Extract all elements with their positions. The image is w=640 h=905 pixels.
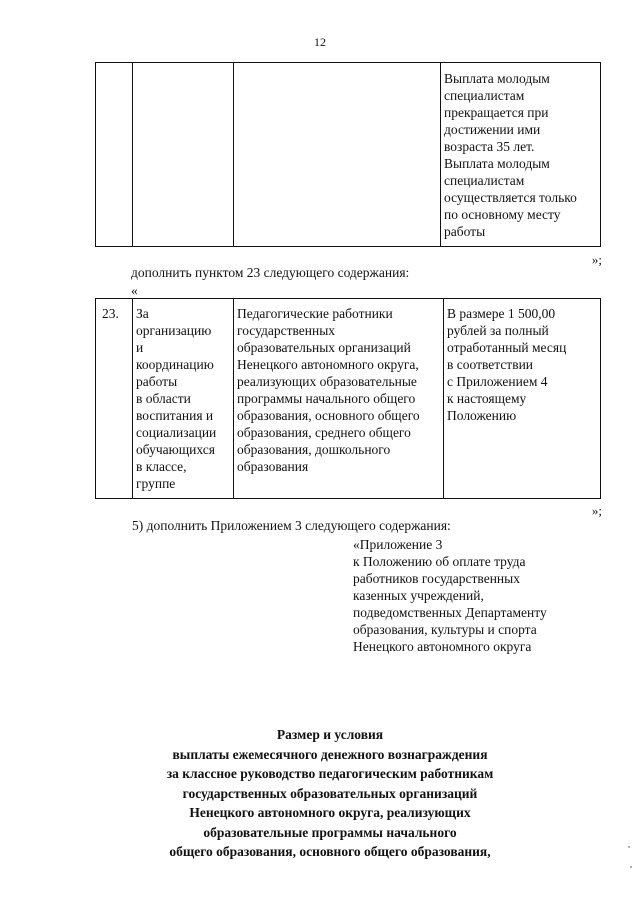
row23-col3 [444,299,601,499]
top-col3-line: осуществляется только [444,190,577,205]
row23-col2 [234,299,444,499]
top-table-col2-cell [234,63,441,247]
top-col3-line: по основному месту [444,207,561,222]
row23-col3-line: В размере 1 500,00 [447,306,556,321]
row23-col2-line: образования, среднего общего [237,425,411,440]
heading-line: за классное руководство педагогическим работникам [166,766,494,781]
row23-col3-line: рублей за полный [447,323,549,338]
top-col3-line: возраста 35 лет. [444,139,535,154]
section-heading [10,725,640,862]
row23-col3-line: к настоящему [447,391,527,406]
row23-col3-line: с Приложением 4 [447,374,548,389]
closing-quote-2: »; [591,503,602,518]
row23-col1-line: группе [136,476,176,491]
top-col3-line: прекращается при [444,105,549,120]
row23-col2-line: реализующих образовательные [237,374,417,389]
appendix-line: казенных учреждений, [353,588,484,603]
heading-line: Ненецкого автономного округа, реализующих [189,805,471,820]
row23-col2-line: Педагогические работники [237,306,393,321]
row23-col1 [133,299,234,499]
top-col3-line: работы [444,224,486,239]
row23-col2-line: образования, основного общего [237,408,420,423]
top-table-number-cell [96,63,133,247]
top-col3-line: Выплата молодым [444,71,550,86]
add-point-text: дополнить пунктом 23 следующего содержания: [131,265,410,280]
row23-col1-line: обучающихся [136,442,215,457]
page-number: 12 [314,35,326,49]
heading-line: государственных образовательных организаций [182,785,478,801]
row23-col3-line: отработанный месяц [447,340,567,355]
scan-speck [628,846,630,848]
row23-col3-line: в соответствии [447,357,534,372]
appendix-line: к Положению об оплате труда [353,554,526,569]
heading-line: общего образования, основного общего образования, [169,844,491,859]
heading-line: Размер и условия [276,727,384,742]
row23-col1-line: организацию [136,323,212,338]
row23-col2-line: образования, дошкольного [237,442,391,457]
appendix-line: образования, культуры и спорта [353,622,537,637]
row23-col2-line: программы начального общего [237,391,416,406]
row23-col1-line: координацию [136,357,214,372]
appendix-caption [353,536,547,655]
row23-col1-line: За [136,306,149,321]
appendix-line: Ненецкого автономного округа [353,639,532,654]
row23-col1-line: работы [136,374,178,389]
heading-line: выплаты ежемесячного денежного вознаграждения [172,746,488,762]
top-col3-line: специалистам [444,88,525,103]
top-col3-line: специалистам [444,173,525,188]
row23-number: 23. [96,299,133,499]
row23-col1-line: в области [136,391,191,406]
top-table-col1-cell [133,63,234,247]
row23-col1-line: воспитания и [136,408,214,423]
appendix-line: «Приложение 3 [353,537,443,552]
heading-line: образовательные программы начального [203,824,457,840]
appendix-line: подведомственных Департаменту [353,605,547,620]
top-col3-line: достижении ими [444,122,541,137]
top-col3-line: Выплата молодым [444,156,550,171]
row23-col1-line: социализации [136,425,217,440]
top-table-continuation [95,62,601,247]
row23-col2-line: государственных [237,323,336,338]
closing-quote-1: »; [591,252,602,267]
scan-speck [630,866,632,868]
item5-text: 5) дополнить Приложением 3 следующего содержания: [132,518,451,533]
appendix-line: работников государственных [353,571,520,586]
row23-col3-line: Положению [447,408,517,423]
row23-table [95,298,601,499]
row23-col1-line: и [136,340,144,355]
opening-quote: « [131,283,138,298]
row23-col1-line: в классе, [136,459,187,474]
row23-col2-line: образовательных организаций [237,340,411,355]
top-table-col3-cell [441,63,601,247]
row23-col2-line: образования [237,459,309,474]
row23-col2-line: Ненецкого автономного округа, [237,357,419,372]
